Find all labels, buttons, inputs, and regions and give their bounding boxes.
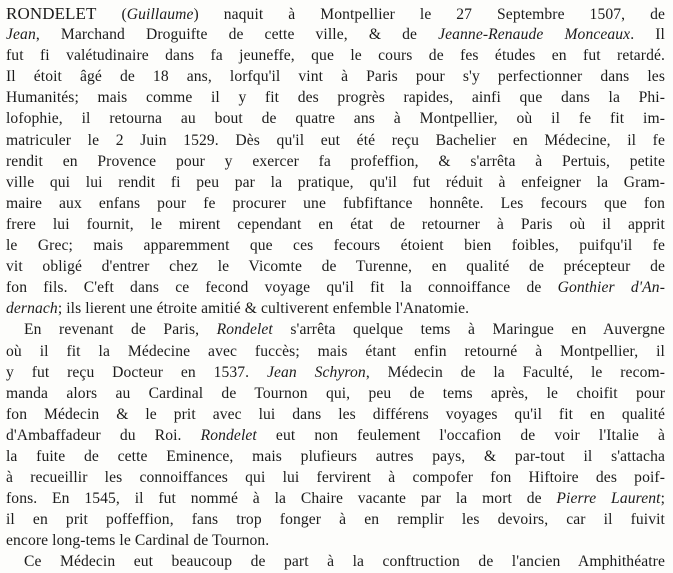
text-line bbox=[6, 551, 665, 572]
italic-name: Jeanne-Renaude Monceaux bbox=[438, 26, 631, 44]
text-line bbox=[6, 530, 665, 551]
text-line bbox=[6, 509, 665, 530]
italic-name: dernach bbox=[6, 300, 58, 318]
text-line bbox=[6, 87, 665, 108]
text-line bbox=[6, 108, 665, 129]
text-line bbox=[6, 319, 665, 340]
text-line bbox=[6, 298, 665, 319]
text-run: d'Ambaffadeur du Roi. bbox=[6, 426, 201, 444]
italic-name: Guillaume bbox=[126, 6, 194, 23]
text-run: , Marchand Droguifte de cette ville, & de bbox=[35, 26, 439, 44]
text-line bbox=[6, 488, 665, 509]
text-line bbox=[6, 467, 665, 488]
text-line bbox=[6, 24, 665, 45]
text-run: matriculer le 2 Juin 1529. Dès qu'il eut été reçu Bachelier en Médecine, il fe bbox=[6, 131, 665, 149]
text-run: lofophie, il retourna au bout de quatre ans à Montpellier, où il fe fit im- bbox=[6, 110, 665, 128]
italic-name: Gonthier d'An- bbox=[557, 279, 665, 297]
text-run: frere lui fournit, le mirent cependant en état de retourner à Paris où il apprit bbox=[6, 215, 665, 233]
text-run: En revenant de Paris, bbox=[24, 321, 217, 339]
text-run: il en prit poffeffion, fans trop fonger à en remplir les devoirs, car il fuivit bbox=[6, 511, 665, 529]
text-run: Il étoit âgé de 18 ans, lorfqu'il vint à Paris pour s'y perfectionner dans les bbox=[6, 68, 665, 86]
text-run: y fut reçu Docteur en 1537. bbox=[6, 363, 267, 381]
text-run: eut non feulement l'occafion de voir l'Italie à bbox=[256, 426, 665, 444]
italic-name: Rondelet bbox=[216, 321, 273, 339]
text-run: ( bbox=[96, 6, 127, 23]
text-line bbox=[6, 425, 665, 446]
text-run: encore long-tems le Cardinal de Tournon. bbox=[6, 532, 270, 550]
text-line bbox=[6, 341, 665, 362]
text-run: rendit en Provence pour y exercer fa profeffion, & s'arrêta à Pertuis, petite bbox=[6, 152, 665, 170]
text-run: fons. En 1545, il fut nommé à la Chaire vacante par la mort de bbox=[6, 490, 557, 508]
text-run: ville qui lui rendit fi peu par la pratique, qu'il fut réduit à enfeigner la Gram- bbox=[6, 173, 665, 191]
text-run: vit obligé d'entrer chez le Vicomte de Turenne, en qualité de précepteur de bbox=[6, 258, 665, 276]
text-run: la fuite de cette Eminence, mais plufieurs autres pays, & par-tout il s'attacha bbox=[6, 447, 665, 465]
text-run: . Il bbox=[630, 26, 665, 44]
text-line bbox=[6, 66, 665, 87]
text-run: où il fit la Médecine avec fuccès; mais étant enfin retourné à Montpellier, il bbox=[6, 342, 665, 360]
italic-name: Pierre Laurent bbox=[556, 490, 661, 508]
text-line bbox=[6, 130, 665, 151]
text-line bbox=[6, 256, 665, 277]
text-run: fut fi valétudinaire dans fa jeuneffe, que le cours de fes études en fut retardé. bbox=[6, 47, 665, 65]
text-run: Ce Médecin eut beaucoup de part à la conftruction de l'ancien Amphithéatre bbox=[24, 553, 665, 571]
italic-name: Jean Schyron bbox=[266, 363, 366, 381]
text-line bbox=[6, 151, 665, 172]
text-line bbox=[6, 383, 665, 404]
text-run: maire aux enfans pour fe procurer une fubfiftance honnête. Les fecours que fon bbox=[6, 194, 665, 212]
text-run: à recueillir les connoiffances qui lui fervirent à compofer fon Hiftoire des poif- bbox=[6, 469, 665, 487]
text-line bbox=[6, 362, 665, 383]
text-line bbox=[6, 446, 665, 467]
heading-name: RONDELET bbox=[6, 4, 97, 23]
text-run: ; ils lierent une étroite amitié & cultiverent enfemble l'Anatomie. bbox=[57, 300, 470, 318]
text-line bbox=[6, 45, 665, 66]
italic-name: Rondelet bbox=[200, 426, 257, 444]
text-run: fon Médecin & le prit avec lui dans les différens voyages qu'il fit en qualité bbox=[6, 405, 665, 423]
text-line bbox=[6, 404, 665, 425]
text-line bbox=[6, 235, 665, 256]
text-line bbox=[6, 277, 665, 298]
text-run: , Médecin de la Faculté, le recom- bbox=[365, 363, 666, 381]
text-run: s'arrêta quelque tems à Maringue en Auvergne bbox=[272, 321, 665, 339]
text-line bbox=[6, 3, 665, 24]
text-line bbox=[6, 193, 665, 214]
text-line bbox=[6, 214, 665, 235]
text-line bbox=[6, 172, 665, 193]
text-run: ) naquit à Montpellier le 27 Septembre 1507, de bbox=[193, 6, 666, 23]
text-run: ; bbox=[660, 490, 665, 508]
text-run: le Grec; mais apparemment que ces fecours étoient bien foibles, puifqu'il fe bbox=[6, 237, 665, 255]
text-run: Humanités; mais comme il y fit des progrès rapides, ainfi que dans la Phi- bbox=[6, 89, 665, 107]
text-run: manda alors au Cardinal de Tournon qui, peu de tems après, le choifit pour bbox=[6, 384, 665, 402]
text-run: fon fils. C'eft dans ce fecond voyage qu'il fit la connoiffance de bbox=[6, 279, 558, 297]
italic-name: Jean bbox=[6, 26, 36, 44]
